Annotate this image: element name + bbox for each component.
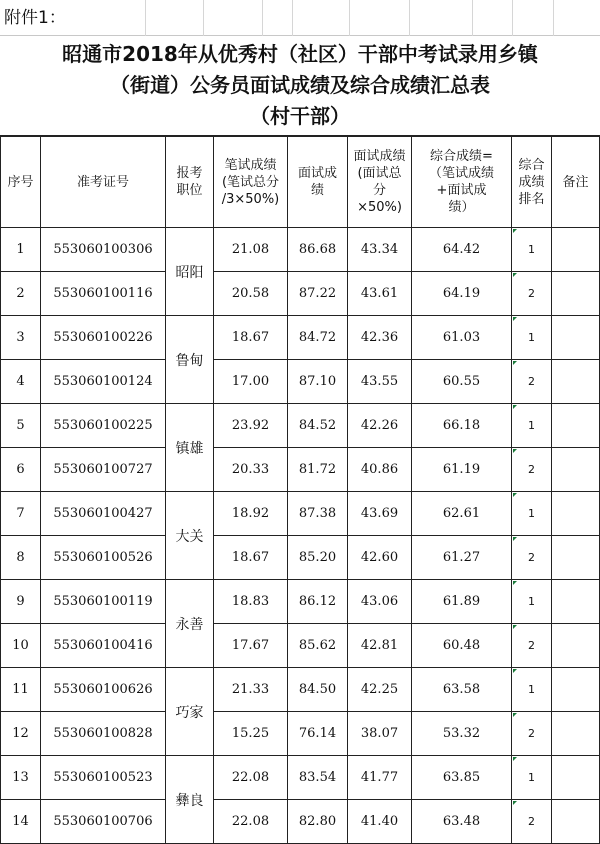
cell-interview-weighted: 43.06 <box>348 580 412 624</box>
cell-interview: 76.14 <box>288 712 348 756</box>
cell-interview-weighted: 42.25 <box>348 668 412 712</box>
cell-position: 昭阳 <box>166 228 214 316</box>
cell-interview-weighted: 40.86 <box>348 448 412 492</box>
cell-total: 61.03 <box>412 316 512 360</box>
cell-interview: 87.10 <box>288 360 348 404</box>
cell-interview-weighted: 42.36 <box>348 316 412 360</box>
header-text: 绩 <box>310 183 324 198</box>
cell-interview-weighted: 43.34 <box>348 228 412 272</box>
grid-line <box>349 0 350 36</box>
cell-interview-weighted: 43.61 <box>348 272 412 316</box>
cell-interview-weighted: 42.60 <box>348 536 412 580</box>
cell-interview: 81.72 <box>288 448 348 492</box>
cell-rank: 1 <box>512 756 552 800</box>
cell-written: 17.00 <box>214 360 288 404</box>
cell-remark <box>552 316 600 360</box>
cell-exam-id: 553060100523 <box>41 756 166 800</box>
header-text: 分 <box>372 183 386 198</box>
cell-position: 镇雄 <box>166 404 214 492</box>
cell-interview: 86.12 <box>288 580 348 624</box>
cell-rank: 1 <box>512 228 552 272</box>
cell-seq: 12 <box>1 712 41 756</box>
cell-position: 巧家 <box>166 668 214 756</box>
cell-interview-weighted: 38.07 <box>348 712 412 756</box>
header-interview-weighted <box>348 137 412 228</box>
cell-written: 22.08 <box>214 756 288 800</box>
cell-total: 61.19 <box>412 448 512 492</box>
cell-written: 17.67 <box>214 624 288 668</box>
cell-written: 21.33 <box>214 668 288 712</box>
grid-line <box>145 0 146 36</box>
cell-exam-id: 553060100526 <box>41 536 166 580</box>
cell-exam-id: 553060100727 <box>41 448 166 492</box>
cell-seq: 4 <box>1 360 41 404</box>
table-row <box>1 800 600 844</box>
cell-interview: 82.80 <box>288 800 348 844</box>
title-line-1: 昭通市2018年从优秀村（社区）干部中考试录用乡镇 <box>62 42 538 66</box>
grid-line <box>292 0 293 36</box>
table-row <box>1 272 600 316</box>
cell-interview: 84.50 <box>288 668 348 712</box>
cell-rank: 2 <box>512 800 552 844</box>
table-row <box>1 668 600 712</box>
cell-rank: 1 <box>512 580 552 624</box>
cell-rank: 1 <box>512 668 552 712</box>
table-row <box>1 756 600 800</box>
cell-interview: 87.38 <box>288 492 348 536</box>
cell-interview: 83.54 <box>288 756 348 800</box>
cell-interview-weighted: 41.77 <box>348 756 412 800</box>
cell-total: 63.48 <box>412 800 512 844</box>
table-row <box>1 316 600 360</box>
cell-exam-id: 553060100124 <box>41 360 166 404</box>
cell-interview-weighted: 42.81 <box>348 624 412 668</box>
cell-rank: 2 <box>512 448 552 492</box>
cell-total: 53.32 <box>412 712 512 756</box>
cell-exam-id: 553060100626 <box>41 668 166 712</box>
cell-total: 62.61 <box>412 492 512 536</box>
grid-line <box>203 0 204 36</box>
cell-position: 大关 <box>166 492 214 580</box>
cell-seq: 9 <box>1 580 41 624</box>
header-position <box>166 137 214 228</box>
cell-rank: 2 <box>512 272 552 316</box>
header-text: ×50%) <box>357 200 402 215</box>
cell-seq: 6 <box>1 448 41 492</box>
header-row <box>1 137 600 228</box>
cell-rank: 2 <box>512 360 552 404</box>
cell-total: 64.19 <box>412 272 512 316</box>
header-text: 成绩 <box>518 174 545 190</box>
cell-rank: 1 <box>512 404 552 448</box>
cell-remark <box>552 404 600 448</box>
header-total <box>412 137 512 228</box>
cell-remark <box>552 448 600 492</box>
header-text: /3×50%) <box>221 191 280 207</box>
cell-remark <box>552 228 600 272</box>
cell-remark <box>552 580 600 624</box>
table-row <box>1 228 600 272</box>
header-remark: 备注 <box>552 137 600 228</box>
cell-remark <box>552 624 600 668</box>
cell-remark <box>552 360 600 404</box>
grid-line <box>512 0 513 36</box>
cell-rank: 2 <box>512 624 552 668</box>
header-text: (笔试总分 <box>221 174 280 190</box>
cell-rank: 1 <box>512 316 552 360</box>
header-text: 笔试成绩 <box>224 157 277 173</box>
table-row <box>1 536 600 580</box>
cell-interview-weighted: 43.69 <box>348 492 412 536</box>
cell-rank: 2 <box>512 712 552 756</box>
header-text: (面试总 <box>357 166 402 181</box>
cell-total: 63.58 <box>412 668 512 712</box>
grid-line <box>409 0 410 36</box>
cell-position: 永善 <box>166 580 214 668</box>
table-row <box>1 492 600 536</box>
header-text: 面试成绩 <box>353 149 406 164</box>
header-text: 报考 <box>176 166 203 181</box>
cell-remark <box>552 272 600 316</box>
cell-rank: 1 <box>512 492 552 536</box>
grid-line <box>472 0 473 36</box>
grid-line <box>262 0 263 36</box>
cell-written: 22.08 <box>214 800 288 844</box>
cell-remark <box>552 492 600 536</box>
cell-remark <box>552 800 600 844</box>
cell-total: 60.55 <box>412 360 512 404</box>
table-row <box>1 360 600 404</box>
cell-written: 18.67 <box>214 536 288 580</box>
cell-interview-weighted: 41.40 <box>348 800 412 844</box>
cell-seq: 14 <box>1 800 41 844</box>
header-text: 排名 <box>518 191 545 207</box>
cell-total: 63.85 <box>412 756 512 800</box>
cell-interview-weighted: 43.55 <box>348 360 412 404</box>
cell-interview: 84.72 <box>288 316 348 360</box>
cell-seq: 1 <box>1 228 41 272</box>
cell-exam-id: 553060100119 <box>41 580 166 624</box>
header-text: 面试成 <box>297 166 337 181</box>
cell-total: 64.42 <box>412 228 512 272</box>
cell-interview: 86.68 <box>288 228 348 272</box>
attachment-label: 附件1： <box>0 0 600 36</box>
cell-seq: 7 <box>1 492 41 536</box>
table-row <box>1 712 600 756</box>
document-title <box>0 36 600 136</box>
cell-written: 18.67 <box>214 316 288 360</box>
cell-exam-id: 553060100416 <box>41 624 166 668</box>
cell-position: 鲁甸 <box>166 316 214 404</box>
cell-seq: 2 <box>1 272 41 316</box>
cell-total: 61.89 <box>412 580 512 624</box>
cell-seq: 13 <box>1 756 41 800</box>
header-interview <box>288 137 348 228</box>
header-written <box>214 137 288 228</box>
cell-remark <box>552 668 600 712</box>
cell-position: 彝良 <box>166 756 214 844</box>
table-row <box>1 404 600 448</box>
table-row <box>1 580 600 624</box>
header-rank <box>512 137 552 228</box>
cell-total: 61.27 <box>412 536 512 580</box>
cell-exam-id: 553060100427 <box>41 492 166 536</box>
cell-interview: 87.22 <box>288 272 348 316</box>
cell-total: 66.18 <box>412 404 512 448</box>
cell-exam-id: 553060100226 <box>41 316 166 360</box>
cell-interview: 84.52 <box>288 404 348 448</box>
cell-exam-id: 553060100116 <box>41 272 166 316</box>
cell-exam-id: 553060100828 <box>41 712 166 756</box>
cell-written: 21.08 <box>214 228 288 272</box>
cell-seq: 10 <box>1 624 41 668</box>
header-text: +面试成 <box>436 183 487 198</box>
cell-exam-id: 553060100225 <box>41 404 166 448</box>
cell-seq: 11 <box>1 668 41 712</box>
cell-remark <box>552 536 600 580</box>
title-line-3: （村干部） <box>250 104 350 128</box>
cell-remark <box>552 712 600 756</box>
cell-seq: 8 <box>1 536 41 580</box>
cell-seq: 5 <box>1 404 41 448</box>
cell-written: 23.92 <box>214 404 288 448</box>
header-text: 综合成绩= <box>430 149 493 164</box>
cell-rank: 2 <box>512 536 552 580</box>
header-text: 绩） <box>448 200 475 215</box>
cell-seq: 3 <box>1 316 41 360</box>
cell-interview: 85.20 <box>288 536 348 580</box>
header-text: 综合 <box>518 157 545 173</box>
title-line-2: （街道）公务员面试成绩及综合成绩汇总表 <box>110 73 490 97</box>
header-exam-id: 准考证号 <box>41 137 166 228</box>
cell-written: 18.92 <box>214 492 288 536</box>
score-table <box>0 136 600 844</box>
cell-exam-id: 553060100706 <box>41 800 166 844</box>
cell-written: 15.25 <box>214 712 288 756</box>
table-row <box>1 448 600 492</box>
cell-written: 20.58 <box>214 272 288 316</box>
header-seq: 序号 <box>1 137 41 228</box>
header-text: （笔试成绩 <box>428 166 494 181</box>
cell-interview-weighted: 42.26 <box>348 404 412 448</box>
cell-interview: 85.62 <box>288 624 348 668</box>
cell-exam-id: 553060100306 <box>41 228 166 272</box>
grid-line <box>553 0 554 36</box>
cell-total: 60.48 <box>412 624 512 668</box>
cell-written: 20.33 <box>214 448 288 492</box>
header-text: 职位 <box>176 183 203 198</box>
table-row <box>1 624 600 668</box>
cell-remark <box>552 756 600 800</box>
cell-written: 18.83 <box>214 580 288 624</box>
